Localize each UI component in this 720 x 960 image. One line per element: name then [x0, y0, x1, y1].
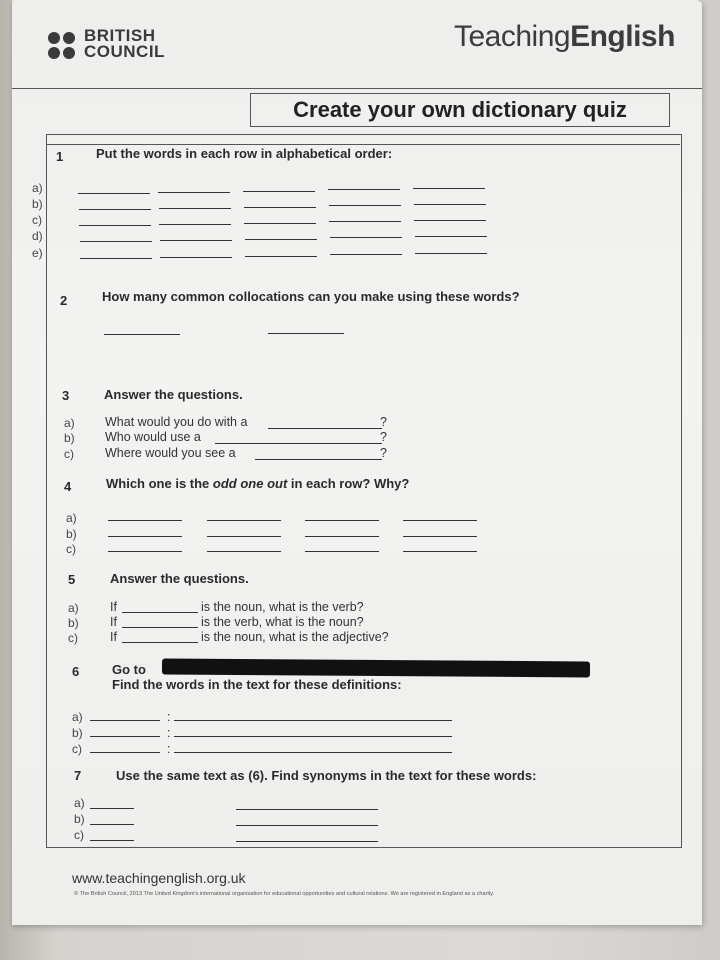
q3-blank[interactable]: [268, 428, 382, 429]
frame-inner-rule: [46, 144, 680, 145]
q5-row-label: a): [68, 601, 79, 615]
q7-word-blank[interactable]: [90, 808, 134, 809]
q1-blank[interactable]: [244, 223, 316, 224]
q1-blank[interactable]: [328, 189, 400, 190]
q5-if: If: [110, 615, 117, 629]
q4-instruction: [106, 476, 409, 491]
q7-synonym-blank[interactable]: [236, 825, 378, 826]
q4-blank[interactable]: [207, 520, 281, 521]
q2-instruction: How many common collocations can you make using these words?: [102, 289, 520, 304]
q3-prompt: Who would use a: [105, 430, 201, 444]
q5-if: If: [110, 630, 117, 644]
q6-colon: :: [167, 742, 171, 756]
q7-word-blank[interactable]: [90, 840, 134, 841]
q6-number: 6: [72, 664, 80, 679]
q5-row-label: c): [68, 631, 78, 645]
q4-blank[interactable]: [403, 551, 477, 552]
q1-blank[interactable]: [244, 207, 316, 208]
british-council-logo: [48, 28, 188, 68]
q2-blank[interactable]: [104, 334, 180, 335]
q3-instruction: Answer the questions.: [104, 387, 243, 402]
q1-blank[interactable]: [160, 257, 232, 258]
q6-word-blank[interactable]: [90, 752, 160, 753]
q3-row-label: a): [64, 416, 75, 430]
q1-blank[interactable]: [329, 205, 401, 206]
q4-blank[interactable]: [108, 520, 182, 521]
q1-instruction: Put the words in each row in alphabetical order:: [96, 146, 393, 161]
q5-suffix: is the noun, what is the adjective?: [201, 630, 389, 644]
q7-word-blank[interactable]: [90, 824, 134, 825]
q1-blank[interactable]: [330, 254, 402, 255]
logo-dots-icon: [48, 32, 82, 62]
q4-blank[interactable]: [207, 551, 281, 552]
teachingenglish-logo: [454, 20, 675, 54]
q5-blank[interactable]: [122, 612, 198, 613]
q1-number: 1: [56, 149, 64, 164]
q1-blank[interactable]: [159, 224, 231, 225]
q4-blank[interactable]: [108, 551, 182, 552]
q1-blank[interactable]: [79, 225, 151, 226]
q6-instruction: Find the words in the text for these definitions:: [112, 677, 402, 692]
q1-blank[interactable]: [78, 193, 150, 194]
q6-word-blank[interactable]: [90, 720, 160, 721]
q6-row-label: a): [72, 710, 83, 724]
header-divider: [12, 88, 702, 89]
q6-colon: :: [167, 726, 171, 740]
footer-url[interactable]: www.teachingenglish.org.uk: [72, 870, 246, 886]
q7-synonym-blank[interactable]: [236, 809, 378, 810]
q5-if: If: [110, 600, 117, 614]
q1-blank[interactable]: [160, 240, 232, 241]
q7-synonym-blank[interactable]: [236, 841, 378, 842]
q4-text-pre: Which one is the: [106, 476, 213, 491]
q1-blank[interactable]: [414, 204, 486, 205]
q7-number: 7: [74, 768, 82, 783]
q4-blank[interactable]: [305, 551, 379, 552]
q3-row-label: c): [64, 447, 74, 461]
q1-blank[interactable]: [80, 258, 152, 259]
q4-blank[interactable]: [207, 536, 281, 537]
q4-row-label: b): [66, 527, 77, 541]
q7-row-label: c): [74, 828, 84, 842]
q3-prompt: Where would you see a: [105, 446, 236, 460]
q3-number: 3: [62, 388, 70, 403]
q4-blank[interactable]: [108, 536, 182, 537]
q6-definition-blank[interactable]: [174, 720, 452, 721]
q1-blank[interactable]: [414, 220, 486, 221]
q1-blank[interactable]: [80, 241, 152, 242]
q1-blank[interactable]: [329, 221, 401, 222]
brand-light: Teaching: [454, 20, 571, 53]
q1-blank[interactable]: [413, 188, 485, 189]
q1-blank[interactable]: [158, 192, 230, 193]
q6-colon: :: [167, 710, 171, 724]
q4-blank[interactable]: [305, 536, 379, 537]
q6-row-label: b): [72, 726, 83, 740]
q5-instruction: Answer the questions.: [110, 571, 249, 586]
q1-row-label: d): [32, 229, 43, 243]
org-line-2: COUNCIL: [84, 42, 165, 61]
q6-word-blank[interactable]: [90, 736, 160, 737]
q1-blank[interactable]: [415, 236, 487, 237]
worksheet-page: [12, 0, 702, 925]
q4-row-label: c): [66, 542, 76, 556]
q3-question-mark: ?: [380, 430, 387, 444]
footer-copyright: © The British Council, 2013 The United Kingdom's international organisation for educational opportunities and cultural relations. We are registered in England as a charity.: [74, 891, 495, 897]
q3-blank[interactable]: [215, 443, 382, 444]
q1-blank[interactable]: [245, 239, 317, 240]
q3-question-mark: ?: [380, 446, 387, 460]
page-title: Create your own dictionary quiz: [250, 93, 670, 127]
q2-blank[interactable]: [268, 333, 344, 334]
q7-row-label: a): [74, 796, 85, 810]
q3-question-mark: ?: [380, 415, 387, 429]
q7-row-label: b): [74, 812, 85, 826]
q5-blank[interactable]: [122, 627, 198, 628]
q4-row-label: a): [66, 511, 77, 525]
q3-row-label: b): [64, 431, 75, 445]
q1-row-label: c): [32, 213, 42, 227]
q1-blank[interactable]: [159, 208, 231, 209]
q5-suffix: is the verb, what is the noun?: [201, 615, 364, 629]
q4-blank[interactable]: [403, 520, 477, 521]
q1-blank[interactable]: [415, 253, 487, 254]
q7-instruction: Use the same text as (6). Find synonyms in the text for these words:: [116, 768, 537, 783]
q6-definition-blank[interactable]: [174, 752, 452, 753]
q1-blank[interactable]: [79, 209, 151, 210]
org-line-1: BRITISH: [84, 26, 156, 45]
q6-row-label: c): [72, 742, 82, 756]
q4-blank[interactable]: [305, 520, 379, 521]
brand-bold: English: [570, 20, 675, 53]
q4-blank[interactable]: [403, 536, 477, 537]
q4-number: 4: [64, 479, 72, 494]
q5-number: 5: [68, 572, 76, 587]
q1-blank[interactable]: [245, 256, 317, 257]
q1-blank[interactable]: [243, 191, 315, 192]
q4-text-post: in each row? Why?: [287, 476, 410, 491]
q1-blank[interactable]: [330, 237, 402, 238]
q6-goto: Go to: [112, 662, 146, 677]
q1-row-label: a): [32, 181, 43, 195]
q1-row-label: e): [32, 246, 43, 260]
q4-text-em: odd one out: [212, 476, 288, 491]
redaction-bar: [162, 659, 590, 678]
q6-definition-blank[interactable]: [174, 736, 452, 737]
q5-suffix: is the noun, what is the verb?: [201, 600, 364, 614]
q2-number: 2: [60, 293, 68, 308]
q3-blank[interactable]: [255, 459, 382, 460]
q3-prompt: What would you do with a: [105, 415, 248, 429]
q5-row-label: b): [68, 616, 79, 630]
q1-row-label: b): [32, 197, 43, 211]
q5-blank[interactable]: [122, 642, 198, 643]
